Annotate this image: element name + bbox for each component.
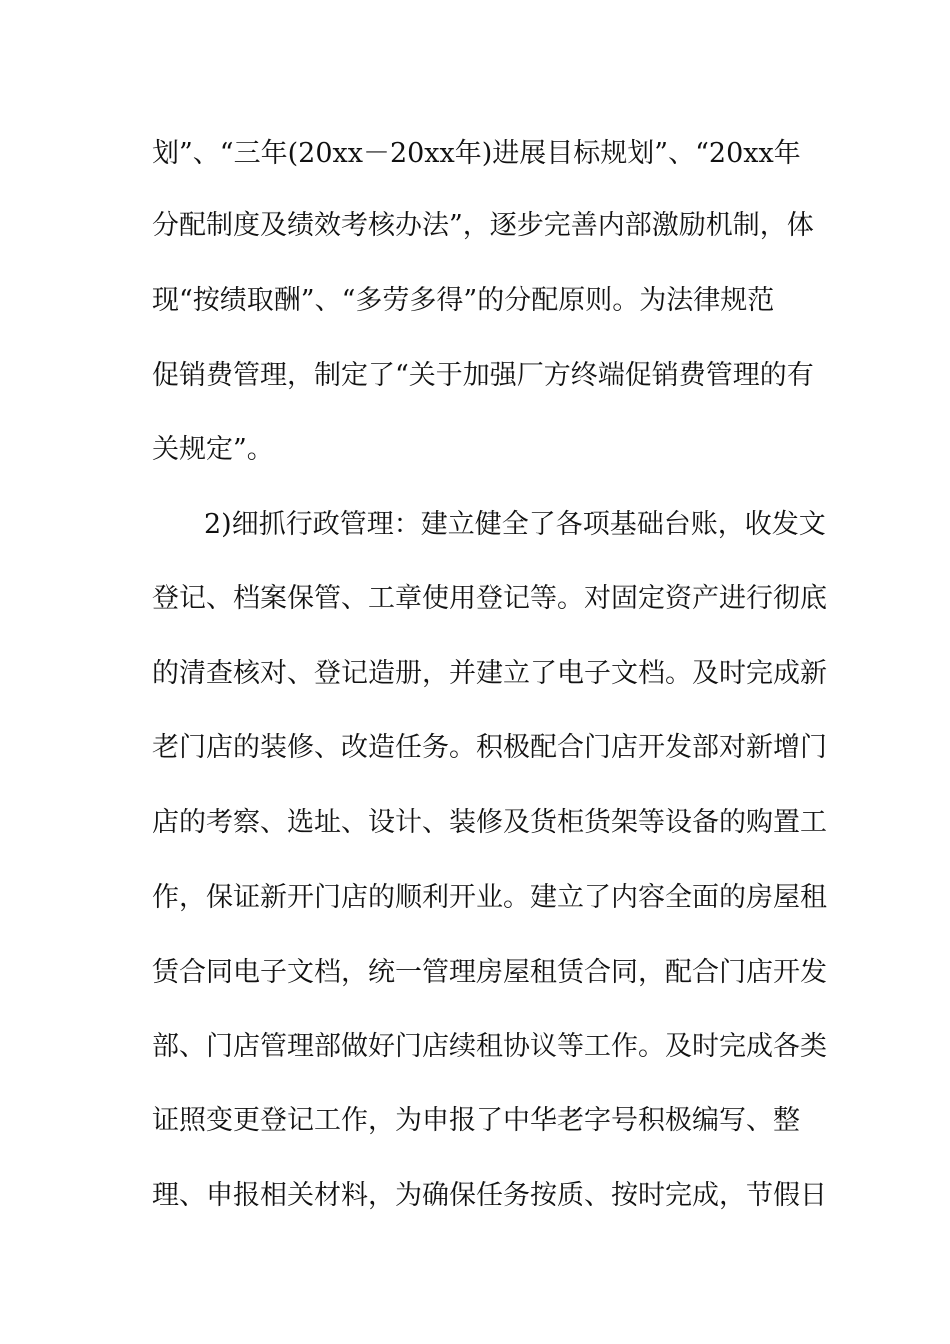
text-line: 登记、档案保管、工章使用登记等。对固定资产进行彻底 xyxy=(152,583,827,614)
text-line: 赁合同电子文档，统一管理房屋租赁合同，配合门店开发 xyxy=(152,957,827,988)
text-line: 分配制度及绩效考核办法”，逐步完善内部激励机制，体 xyxy=(152,210,814,241)
paragraph-start-line: 2)细抓行政管理：建立健全了各项基础台账，收发文 xyxy=(204,509,826,540)
text-line: 的清查核对、登记造册，并建立了电子文档。及时完成新 xyxy=(152,658,827,689)
text-line: 作，保证新开门店的顺利开业。建立了内容全面的房屋租 xyxy=(152,882,827,913)
text-line: 关规定”。 xyxy=(152,434,274,465)
text-line: 部、门店管理部做好门店续租协议等工作。及时完成各类 xyxy=(152,1031,827,1062)
text-line: 老门店的装修、改造任务。积极配合门店开发部对新增门 xyxy=(152,732,827,763)
text-line: 理、申报相关材料，为确保任务按质、按时完成，节假日 xyxy=(152,1180,827,1211)
text-line: 证照变更登记工作，为申报了中华老字号积极编写、整 xyxy=(152,1105,800,1136)
text-line: 促销费管理，制定了“关于加强厂方终端促销费管理的有 xyxy=(152,360,814,391)
text-line: 划”、“三年(20xx－20xx年)进展目标规划”、“20xx年 xyxy=(152,138,801,169)
text-line: 店的考察、选址、设计、装修及货柜货架等设备的购置工 xyxy=(152,807,827,838)
text-line: 现“按绩取酬”、“多劳多得”的分配原则。为法律规范 xyxy=(152,285,775,316)
